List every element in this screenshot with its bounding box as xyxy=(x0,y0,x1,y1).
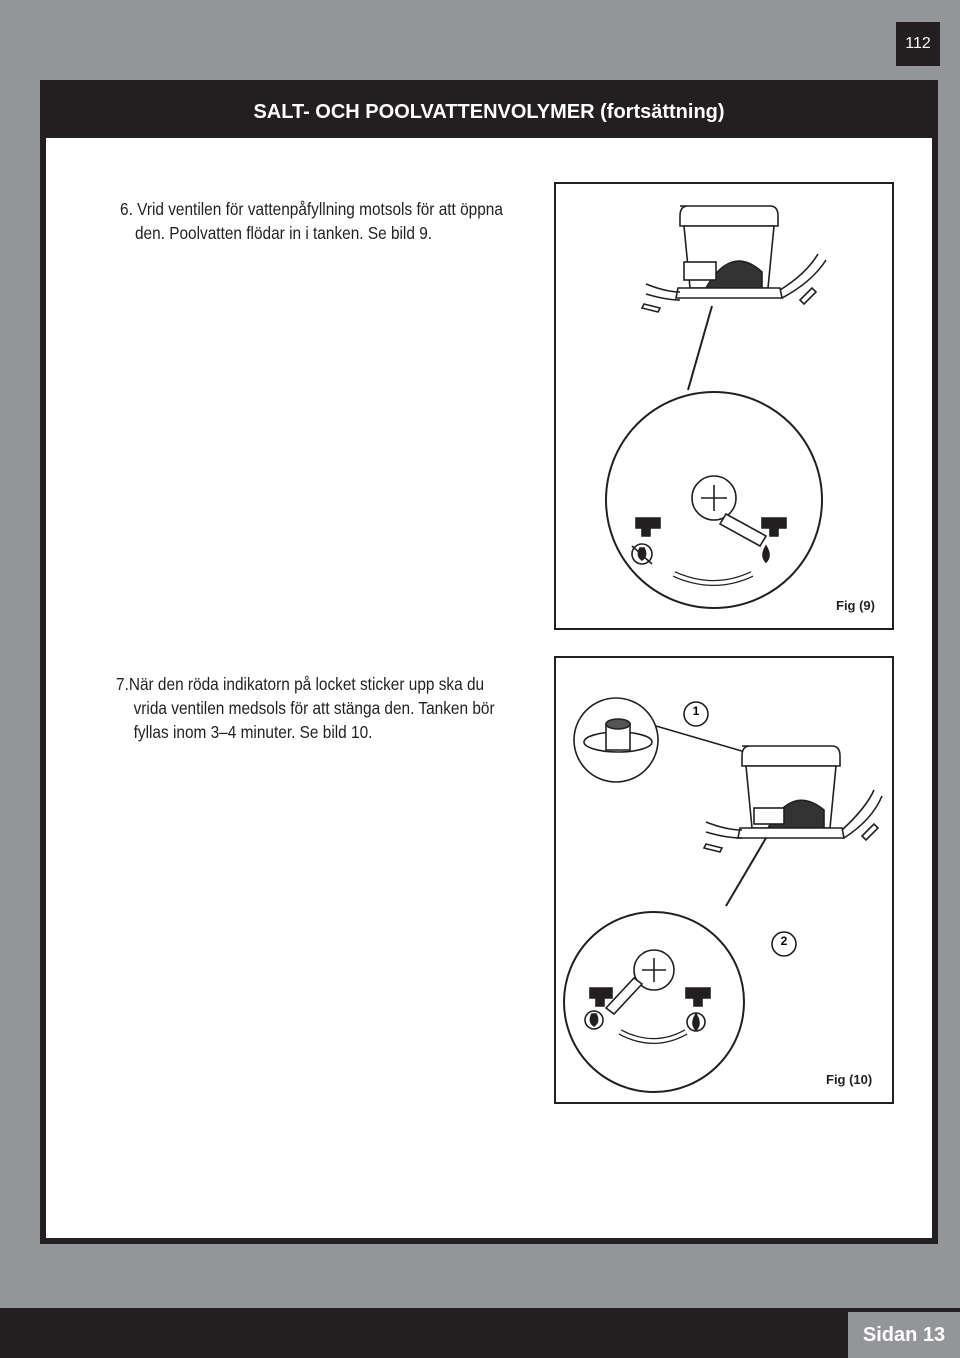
step-7-line-2: vrida ventilen medsols för att stänga den. Tanken bör xyxy=(133,698,495,718)
step-6-text xyxy=(120,197,503,245)
step-6-line-1: 6. Vrid ventilen för vattenpåfyllning motsols för att öppna xyxy=(120,199,503,219)
figure-9-illustration xyxy=(556,184,896,632)
footer-bar xyxy=(0,1308,960,1358)
section-title: SALT- OCH POOLVATTENVOLYMER (fortsättning) xyxy=(46,86,932,138)
footer-page-label: Sidan 13 xyxy=(848,1312,960,1358)
step-7-line-3: fyllas inom 3–4 minuter. Se bild 10. xyxy=(133,722,373,742)
step-6-line-2: den. Poolvatten flödar in i tanken. Se bild 9. xyxy=(134,223,433,243)
callout-1: 1 xyxy=(692,704,700,718)
figure-10-illustration xyxy=(556,658,896,1106)
step-7-text xyxy=(116,672,495,744)
step-7-line-1: 7.När den röda indikatorn på locket sticker upp ska du xyxy=(116,674,485,694)
figure-9-caption: Fig (9) xyxy=(836,598,875,613)
page-number: 112 xyxy=(896,22,940,66)
figure-10-caption: Fig (10) xyxy=(826,1072,873,1087)
callout-2: 2 xyxy=(780,934,788,948)
figure-9 xyxy=(554,182,894,630)
figure-10 xyxy=(554,656,894,1104)
